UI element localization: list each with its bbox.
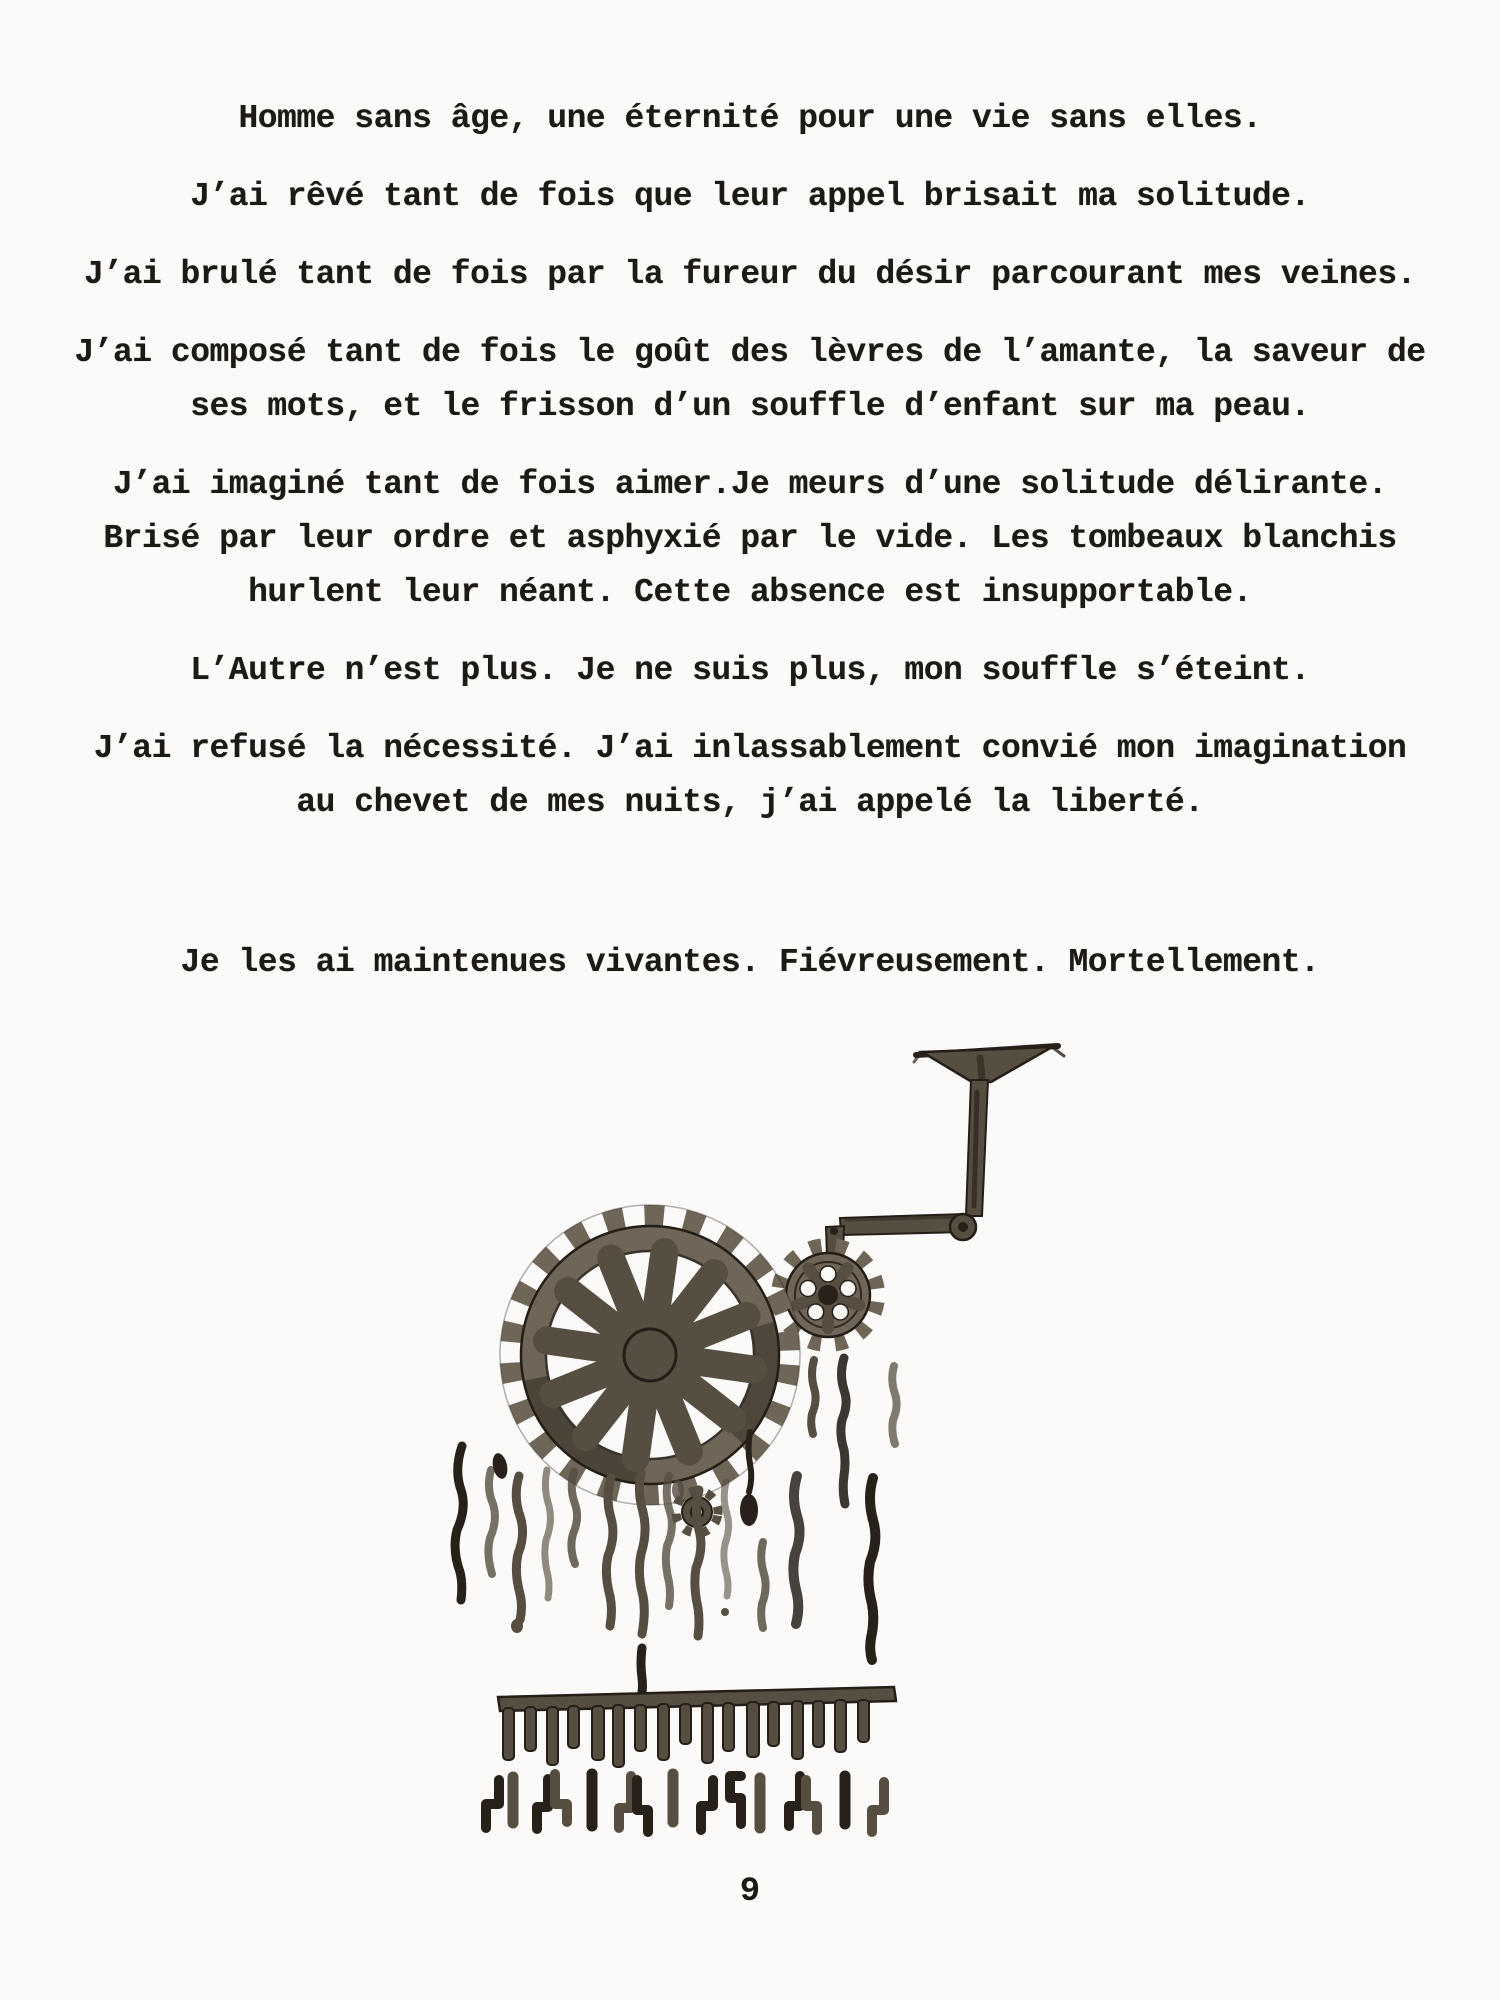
- poem-text: [70, 92, 1430, 1014]
- poem-line: J’ai brulé tant de fois par la fureur du désir parcourant mes veines.: [84, 256, 1416, 293]
- poem-line: J’ai composé tant de fois le goût des lèvres de l’amante, la saveur de: [74, 334, 1426, 371]
- page-number: 9: [739, 1873, 761, 1911]
- poem-line: L’Autre n’est plus. Je ne suis plus, mon souffle s’éteint.: [190, 652, 1310, 689]
- melted-glyphs-drawing: [486, 1774, 884, 1832]
- ink-gears-illustration: [420, 1020, 1080, 1840]
- poem-line: J’ai rêvé tant de fois que leur appel brisait ma solitude.: [190, 178, 1310, 215]
- poem-paragraph: [70, 644, 1430, 698]
- poem-paragraph: [70, 326, 1430, 434]
- poem-line: J’ai imaginé tant de fois aimer.Je meurs d’une solitude délirante.: [112, 466, 1387, 503]
- large-gear-drawing: [500, 1205, 800, 1505]
- poem-paragraph: [70, 248, 1430, 302]
- crank-funnel-drawing: [826, 1046, 1064, 1257]
- poem-paragraph: [70, 722, 1430, 830]
- comb-drawing: [498, 1687, 896, 1767]
- poem-line: Homme sans âge, une éternité pour une vie sans elles.: [238, 100, 1262, 137]
- poem-line: au chevet de mes nuits, j’ai appelé la liberté.: [296, 784, 1204, 821]
- poem-paragraph: [70, 170, 1430, 224]
- poem-line: hurlent leur néant. Cette absence est insupportable.: [248, 574, 1252, 611]
- poem-line: ses mots, et le frisson d’un souffle d’enfant sur ma peau.: [190, 388, 1310, 425]
- poem-line: Je les ai maintenues vivantes. Fiévreusement. Mortellement.: [180, 944, 1320, 981]
- poem-paragraph: [70, 458, 1430, 620]
- poem-line: J’ai refusé la nécessité. J’ai inlassablement convié mon imagination: [93, 730, 1407, 767]
- poem-paragraph: [70, 92, 1430, 146]
- poem-line: Brisé par leur ordre et asphyxié par le vide. Les tombeaux blanchis: [103, 520, 1397, 557]
- poem-paragraph-final: [70, 936, 1430, 990]
